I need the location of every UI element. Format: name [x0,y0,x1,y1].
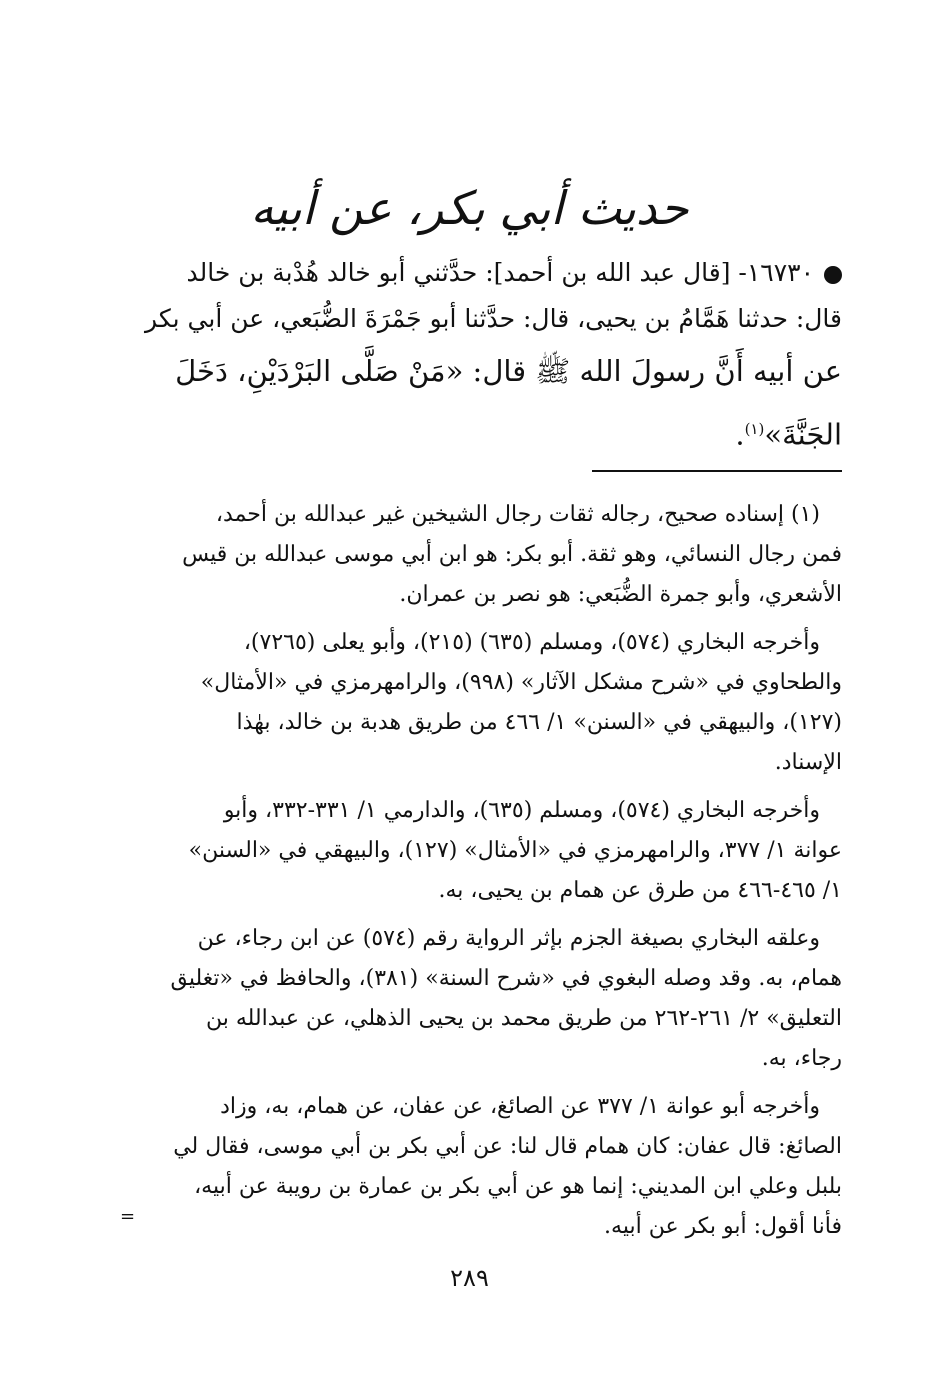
hadith-line [128,400,842,464]
hadith-line-text: الجَنَّةَ» [764,417,842,452]
footnote-paragraph [128,919,842,1079]
footnote-paragraph [128,791,842,911]
footnote-line: عوانة ١/ ٣٧٧، والرامهرمزي في «الأمثال» (١٢٧)، والبيهقي في «السنن» [188,838,842,863]
footnote-line: التعليق» ٢/ ٢٦١-٢٦٢ من طريق محمد بن يحيى الذهلي، عن عبدالله بن [205,1006,842,1031]
footnote-line: همام، به. وقد وصله البغوي في «شرح السنة» (٣٨١)، والحافظ في «تغليق [170,966,842,991]
footnote-line: بلبل وعلي ابن المديني: إنما هو عن أبي بكر بن عمارة بن رويبة عن أبيه، [194,1174,842,1199]
footnote-line: رجاء، به. [761,1046,842,1071]
footnote-line: (١) إسناده صحيح، رجاله ثقات رجال الشيخين غير عبدالله بن أحمد، [215,502,820,527]
footnote-line: وأخرجه البخاري (٥٧٤)، ومسلم (٦٣٥)، والدارمي ١/ ٣٣١-٣٣٢، وأبو [223,798,820,823]
hadith-line: عن أبيه أَنَّ رسولَ الله ﷺ قال: «مَنْ صَلَّى البَرْدَيْنِ، دَخَلَ [175,354,842,388]
hadith-line: قال: حدثنا هَمَّامُ بن يحيى، قال: حدَّثنا أبو جَمْرَةَ الضُّبَعي، عن أبي بكر [145,304,842,333]
footnote-paragraph [128,1087,842,1247]
bullet-icon [824,266,842,284]
page-number: ٢٨٩ [450,1264,489,1292]
footnote-line: وأخرجه البخاري (٥٧٤)، ومسلم (٦٣٥) (٢١٥)، وأبو يعلى (٧٢٦٥)، [243,630,820,655]
footnote-line: وأخرجه أبو عوانة ١/ ٣٧٧ عن الصائغ، عن عفان، عن همام، به، وزاد [220,1094,820,1119]
footnote-line: الصائغ: قال عفان: كان همام قال لنا: عن أبي بكر بن أبي موسى، فقال لي [173,1134,842,1159]
footnote-line: فأنا أقول: أبو بكر عن أبيه. [604,1214,842,1239]
footnote-paragraph [128,495,842,615]
footnote-paragraph [128,623,842,783]
footnote-line: والطحاوي في «شرح مشكل الآثار» (٩٩٨)، والرامهرمزي في «الأمثال» [200,670,842,695]
end-mark: . [735,417,745,452]
footnote-line: وعلقه البخاري بصيغة الجزم بإثر الرواية رقم (٥٧٤) عن ابن رجاء، عن [197,926,820,951]
footnote-line: الإسناد. [774,750,842,775]
continuation-mark: = [120,1206,136,1227]
footnote-line: الأشعري، وأبو جمرة الضُّبَعي: هو نصر بن عمران. [399,582,842,607]
footnote-line: ١/ ٤٦٥-٤٦٦ من طرق عن همام بن يحيى، به. [438,878,842,903]
footnote-reference: (١) [744,420,765,438]
chapter-title: حديث أبي بكر، عن أبيه [250,181,689,235]
footnote-separator [592,470,842,472]
footnote-line: فمن رجال النسائي، وهو ثقة. أبو بكر: هو ابن أبي موسى عبدالله بن قيس [182,542,842,567]
hadith-text [128,250,842,464]
hadith-line [128,250,842,296]
footnote-line: (١٢٧)، والبيهقي في «السنن» ١/ ٤٦٦ من طريق هدبة بن خالد، بهٰذا [236,710,842,735]
hadith-line-text: ١٦٧٣٠- [قال عبد الله بن أحمد]: حدَّثني أبو خالد هُدْبة بن خالد [186,258,814,287]
footnotes [128,495,842,1247]
